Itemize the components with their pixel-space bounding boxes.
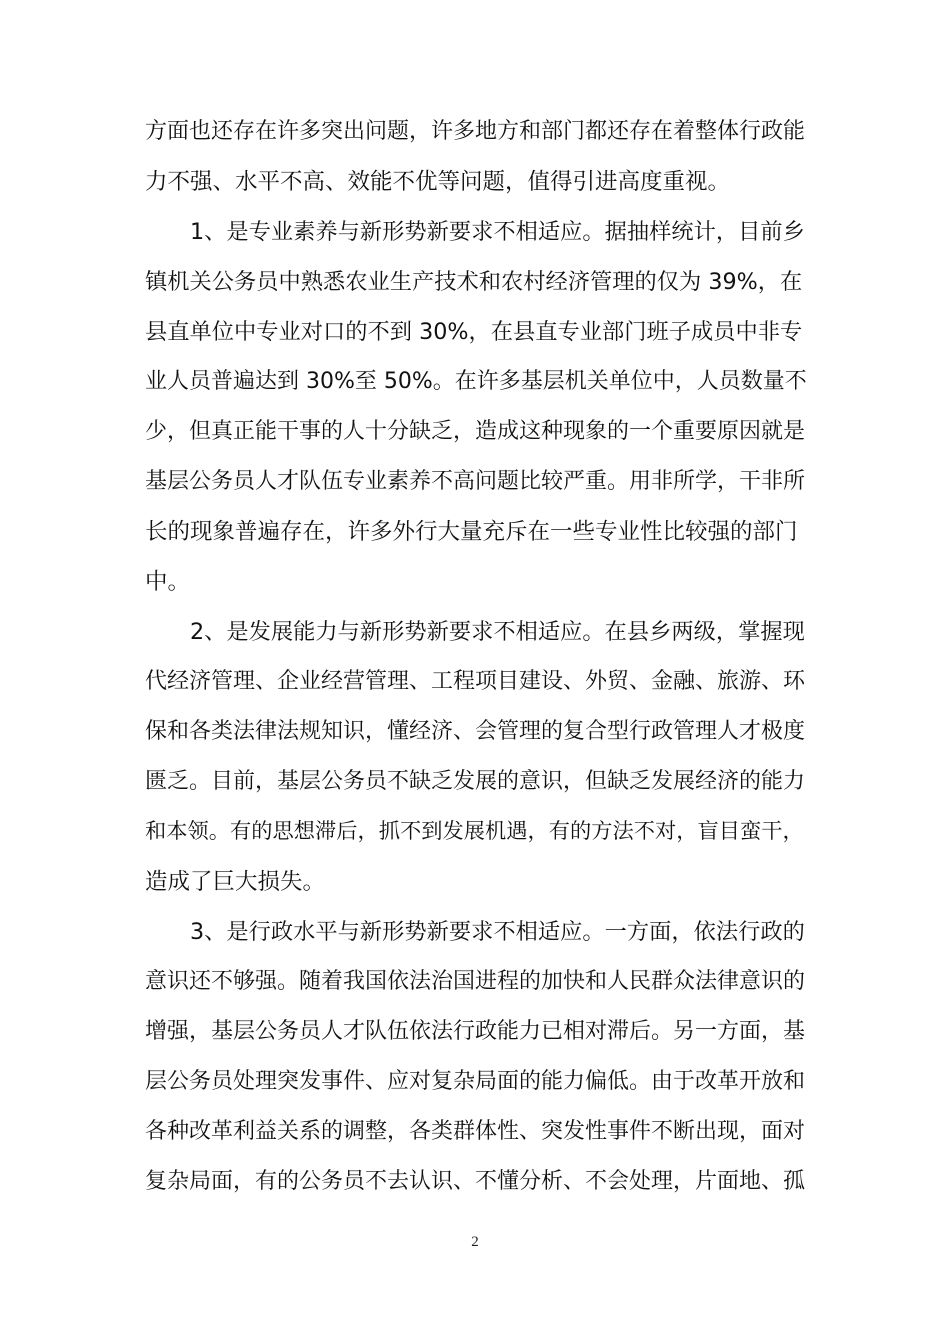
text-line: 镇机关公务员中熟悉农业生产技术和农村经济管理的仅为 39%，在 (145, 269, 803, 295)
text-line: 代经济管理、企业经营管理、工程项目建设、外贸、金融、旅游、环 (145, 669, 806, 694)
text-line: 少，但真正能干事的人十分缺乏，造成这种现象的一个重要原因就是 (145, 419, 806, 444)
text-line: 增强，基层公务员人才队伍依法行政能力已相对滞后。另一方面，基 (145, 1019, 806, 1044)
page-number: 2 (471, 1234, 479, 1250)
text-line: 意识还不够强。随着我国依法治国进程的加快和人民群众法律意识的 (145, 969, 806, 994)
text-line: 匮乏。目前，基层公务员不缺乏发展的意识，但缺乏发展经济的能力 (145, 769, 806, 794)
text-line: 复杂局面，有的公务员不去认识、不懂分析、不会处理，片面地、孤 (145, 1169, 806, 1194)
text-line: 中。 (145, 569, 191, 595)
text-line: 力不强、水平不高、效能不优等问题，值得引进高度重视。 (145, 169, 731, 195)
text-line: 基层公务员人才队伍专业素养不高问题比较严重。用非所学，干非所 (145, 469, 806, 494)
paragraph-first-line: 1、是专业素养与新形势新要求不相适应。据抽样统计，目前乡 (190, 219, 805, 245)
text-line: 层公务员处理突发事件、应对复杂局面的能力偏低。由于改革开放和 (145, 1069, 806, 1094)
text-line: 保和各类法律法规知识，懂经济、会管理的复合型行政管理人才极度 (145, 719, 806, 744)
paragraph-first-line: 3、是行政水平与新形势新要求不相适应。一方面，依法行政的 (190, 919, 805, 945)
paragraph-first-line: 2、是发展能力与新形势新要求不相适应。在县乡两级，掌握现 (190, 619, 805, 645)
text-line: 县直单位中专业对口的不到 30%，在县直专业部门班子成员中非专 (145, 319, 803, 345)
text-line: 业人员普遍达到 30%至 50%。在许多基层机关单位中，人员数量不 (145, 369, 807, 394)
text-line: 和本领。有的思想滞后，抓不到发展机遇，有的方法不对，盲目蛮干， (145, 819, 804, 844)
text-line: 各种改革利益关系的调整，各类群体性、突发性事件不断出现，面对 (145, 1119, 806, 1144)
text-line: 方面也还存在许多突出问题，许多地方和部门都还存在着整体行政能 (145, 119, 806, 144)
text-line: 长的现象普遍存在，许多外行大量充斥在一些专业性比较强的部门 (145, 519, 798, 545)
text-line: 造成了巨大损失。 (145, 869, 326, 895)
